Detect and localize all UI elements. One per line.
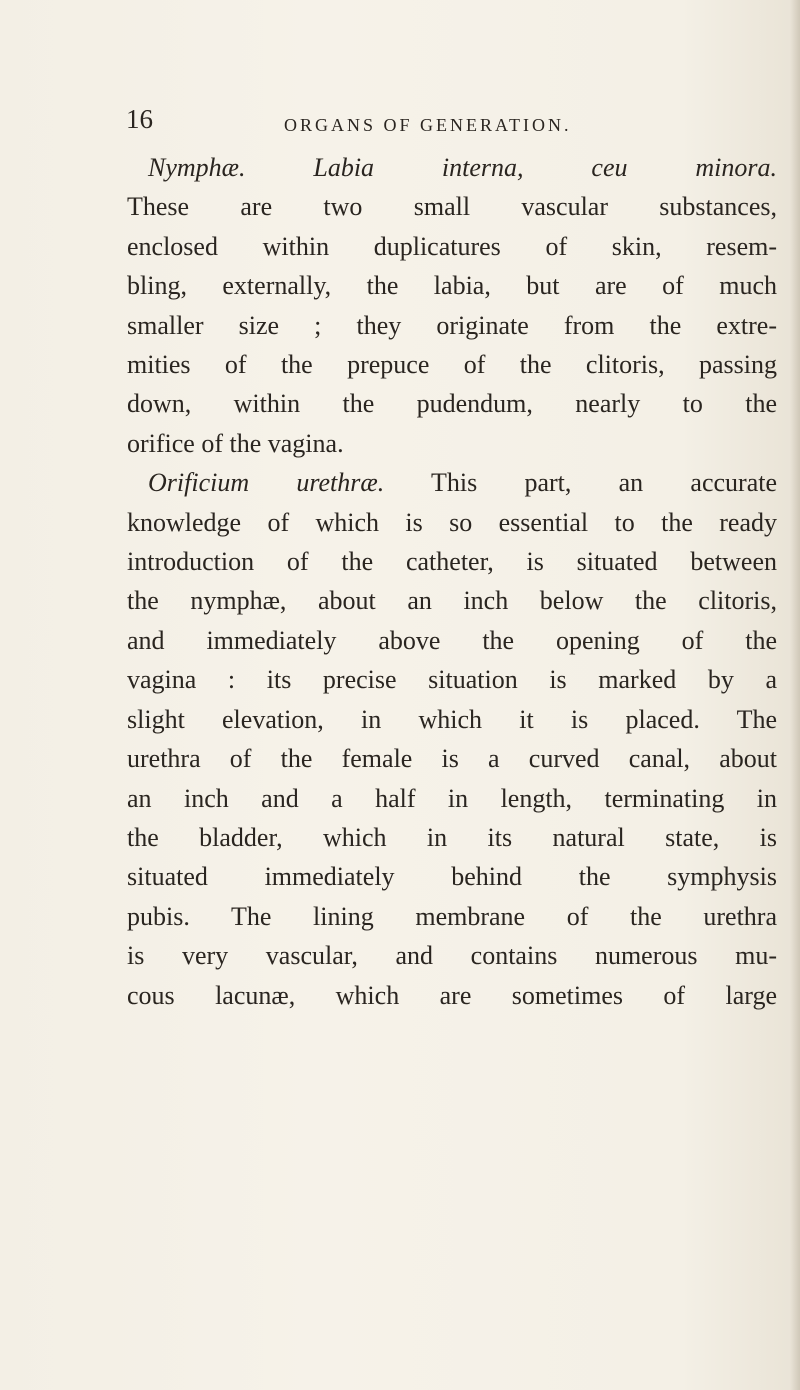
text-line: is very vascular, and contains numerous mu- — [127, 941, 777, 971]
paragraph-orificium — [127, 463, 777, 1015]
text-line: the bladder, which in its natural state, is — [127, 822, 777, 852]
running-title: ORGANS OF GENERATION. — [284, 115, 572, 135]
text-line — [127, 148, 777, 187]
paragraph-nymphae — [127, 148, 777, 463]
text-line: situated immediately behind the symphysis — [127, 862, 777, 892]
text-line: orifice of the vagina. — [127, 428, 344, 458]
text-line — [127, 463, 777, 502]
section-term: Nymphæ. — [148, 153, 246, 182]
text-line: cous lacunæ, which are sometimes of large — [127, 980, 777, 1010]
text-line: knowledge of which is so essential to the ready — [127, 507, 777, 537]
text-line: enclosed within duplicatures of skin, resem- — [127, 231, 777, 261]
text-line: These are two small vascular substances, — [127, 192, 777, 222]
section-term: Orificium urethræ. — [148, 468, 385, 498]
latin-synonym: Labia interna, ceu minora. — [245, 153, 777, 182]
text-line: introduction of the catheter, is situated between — [127, 547, 777, 577]
text-line: urethra of the female is a curved canal, about — [127, 744, 777, 774]
text-line: mities of the prepuce of the clitoris, passing — [127, 350, 777, 380]
text-line: smaller size ; they originate from the extre- — [127, 310, 777, 340]
text-line: an inch and a half in length, terminating in — [127, 783, 777, 813]
text-line: down, within the pudendum, nearly to the — [127, 389, 777, 419]
text-run: This part, an accurate — [384, 468, 777, 498]
body-text — [127, 148, 777, 1015]
text-line: and immediately above the opening of the — [127, 625, 777, 655]
text-line: slight elevation, in which it is placed. The — [127, 704, 777, 734]
page-edge-shadow — [790, 0, 800, 1390]
text-line: the nymphæ, about an inch below the clitoris, — [127, 586, 777, 616]
text-line: pubis. The lining membrane of the urethra — [127, 901, 777, 931]
text-line: bling, externally, the labia, but are of much — [127, 271, 777, 301]
text-line: vagina : its precise situation is marked by a — [127, 665, 777, 695]
page-number: 16 — [126, 104, 153, 134]
